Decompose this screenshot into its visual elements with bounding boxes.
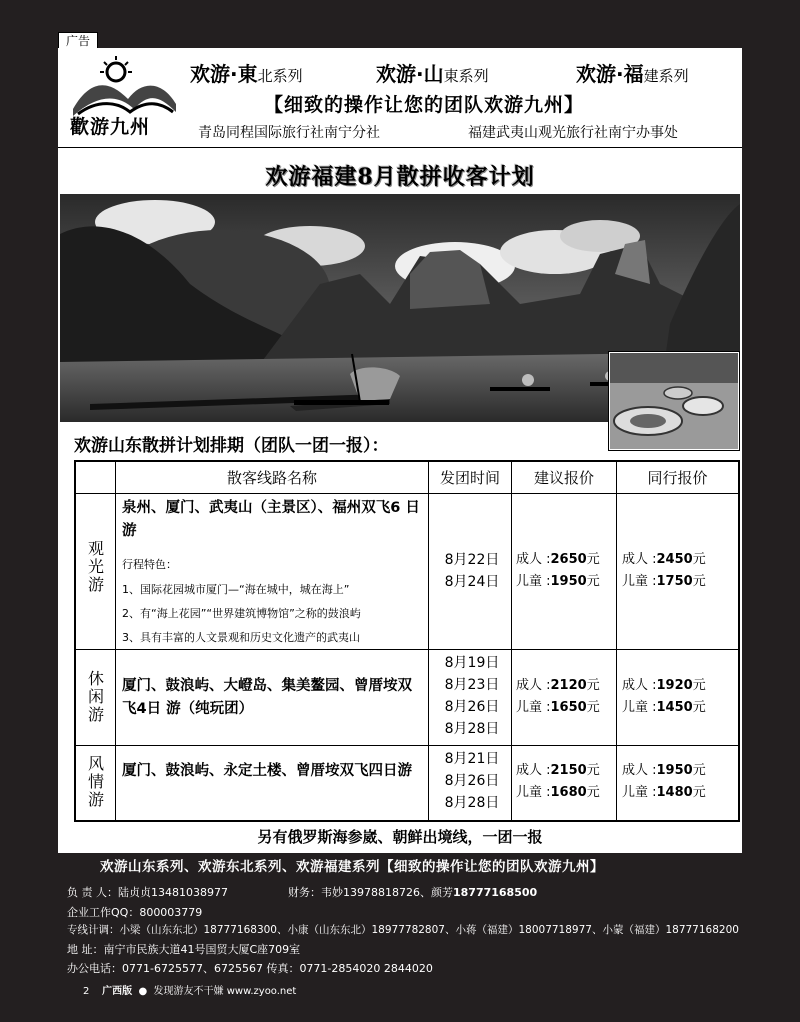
row1-feature-2: 2、有“海上花园”“世界建筑博物馆”之称的鼓浪屿	[122, 607, 361, 620]
tour-schedule-table	[74, 460, 740, 822]
footer-finance: 财务：韦妙13978818726、颜芳18777168500	[288, 886, 538, 899]
schedule-title: 欢游山东散拼计划排期（团队一团一报）：	[74, 436, 389, 456]
tulou-inset-photo	[608, 351, 740, 451]
header-divider	[58, 147, 742, 148]
footer-address: 地 址：南宁市民族大道41号国贸大厦C座709室	[67, 943, 301, 956]
footer-manager: 负 责 人：陆贞贞13481038977	[67, 886, 228, 899]
page-info: 2 广西版 ● 发现游友不干嫌 www.zyoo.net	[83, 986, 297, 997]
header-peer-price: 同行报价	[647, 469, 708, 487]
row2-route: 厦门、鼓浪屿、大嶝岛、集美鳌园、曾厝垵双飞4日 游（纯玩团）	[122, 678, 412, 717]
row1-peer-price: 成人 :2450元 儿童 :1750元	[622, 552, 706, 589]
header-suggested-price: 建议报价	[533, 469, 594, 487]
row3-category: 风 情 游	[87, 754, 104, 809]
row3-route: 厦门、鼓浪屿、永定土楼、曾厝垵双飞四日游	[122, 763, 412, 779]
row1-route: 泉州、厦门、武夷山（主景区）、福州双飞6 日游	[122, 500, 420, 539]
edition-logo-icon: ●	[138, 986, 148, 997]
footer-title: 欢游山东系列、欢游东北系列、欢游福建系列【细致的操作让您的团队欢游九州】	[100, 859, 604, 875]
row1-feature-heading: 行程特色：	[122, 558, 177, 571]
row2-peer-price: 成人 :1920元 儿童 :1450元	[622, 678, 706, 715]
header-route: 散客线路名称	[226, 469, 317, 487]
row3-peer-price: 成人 :1950元 儿童 :1480元	[622, 763, 706, 800]
row1-dates: 8月22日 8月24日	[444, 552, 500, 590]
logo-text: 歡游九州	[70, 116, 151, 138]
main-title: 欢游福建8月散拼收客计划	[265, 164, 535, 190]
series-northeast: 欢游·東北系列	[190, 62, 303, 86]
row1-feature-1: 1、国际花园城市厦门—“海在城中，城在海上”	[122, 583, 350, 596]
footer-phone: 办公电话：0771-6725577、6725567 传真：0771-2854020 2844020	[67, 962, 433, 975]
ad-panel	[58, 48, 742, 853]
extra-note: 另有俄罗斯海参崴、朝鲜出境线，一团一报	[257, 828, 543, 846]
series-fujian: 欢游·福建系列	[576, 62, 689, 86]
row2-category: 休 闲 游	[87, 669, 104, 724]
footer-hotline: 专线计调：小梁（山东东北）18777168300、小康（山东东北）18977782807、小蒋（福建）18007718977、小蒙（福建）18777168200	[67, 924, 739, 936]
row1-feature-3: 3、具有丰富的人文景观和历史文化遗产的武夷山	[122, 631, 360, 644]
agency-wuyishan: 福建武夷山观光旅行社南宁办事处	[468, 125, 678, 141]
agency-qingdao: 青岛同程国际旅行社南宁分社	[198, 125, 380, 141]
row1-suggested-price: 成人 :2650元 儿童 :1950元	[516, 552, 600, 589]
row2-dates: 8月19日 8月23日 8月26日 8月28日	[444, 655, 500, 737]
row1-category: 观 光 游	[87, 539, 104, 594]
series-shandong: 欢游·山東系列	[376, 62, 489, 86]
ad-tag: 广告	[58, 32, 98, 50]
footer-qq: 企业工作QQ：800003779	[67, 906, 203, 919]
slogan: 【细致的操作让您的团队欢游九州】	[264, 94, 585, 116]
row3-suggested-price: 成人 :2150元 儿童 :1680元	[516, 763, 600, 800]
header-date: 发团时间	[439, 469, 500, 487]
row3-dates: 8月21日 8月26日 8月28日	[444, 751, 500, 811]
row2-suggested-price: 成人 :2120元 儿童 :1650元	[516, 678, 600, 715]
